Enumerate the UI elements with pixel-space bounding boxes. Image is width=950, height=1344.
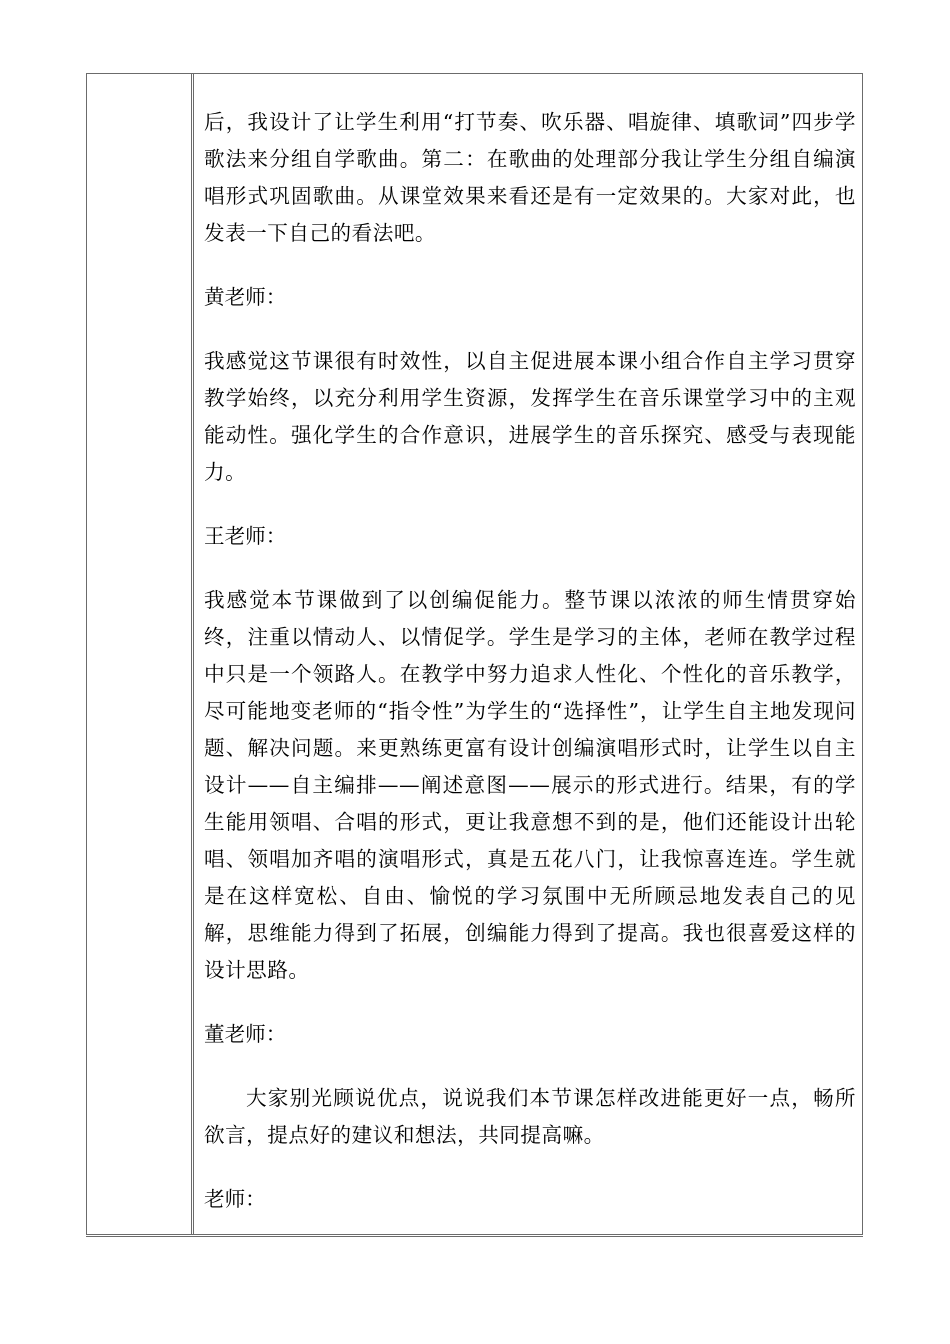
discussion-content [204,104,856,1218]
speaker-teacher: 老师： [204,1187,266,1211]
speaker-dong: 董老师： [204,1022,287,1046]
speaker-huang: 黄老师： [204,285,287,309]
left-column-divider [191,73,194,1234]
table-bottom-rule [86,1234,863,1237]
paragraph-huang: 我感觉这节课很有时效性，以自主促进展本课小组合作自主学习贯穿教学始终，以充分利用学生资源，发挥学生在音乐课堂学习中的主观能动性。强化学生的合作意识，进展学生的音乐探究、感受与表现能力。 [204,349,856,484]
paragraph-wang: 我感觉本节课做到了以创编促能力。整节课以浓浓的师生情贯穿始终，注重以情动人、以情促学。学生是学习的主体，老师在教学过程中只是一个领路人。在教学中努力追求人性化、个性化的音乐教学，尽可能地变老师的“指令性”为学生的“选择性”，让学生自主地发现问题、解决问题。来更熟练更富有设计创编演唱形式时，让学生以自主设计——自主编排——阐述意图——展示的形式进行。结果，有的学生能用领唱、合唱的形式，更让我意想不到的是，他们还能设计出轮唱、领唱加齐唱的演唱形式，真是五花八门，让我惊喜连连。学生就是在这样宽松、自由、愉悦的学习氛围中无所顾忌地发表自己的见解，思维能力得到了拓展，创编能力得到了提高。我也很喜爱这样的设计思路。 [204,588,856,982]
paragraph-intro: 后，我设计了让学生利用“打节奏、吹乐器、唱旋律、填歌词”四步学歌法来分组自学歌曲。第二：在歌曲的处理部分我让学生分组自编演唱形式巩固歌曲。从课堂效果来看还是有一定效果的。大家对此，也发表一下自己的看法吧。 [204,110,856,245]
speaker-wang: 王老师： [204,524,287,548]
paragraph-dong: 大家别光顾说优点，说说我们本节课怎样改进能更好一点，畅所欲言，提点好的建议和想法，共同提高嘛。 [204,1086,856,1147]
